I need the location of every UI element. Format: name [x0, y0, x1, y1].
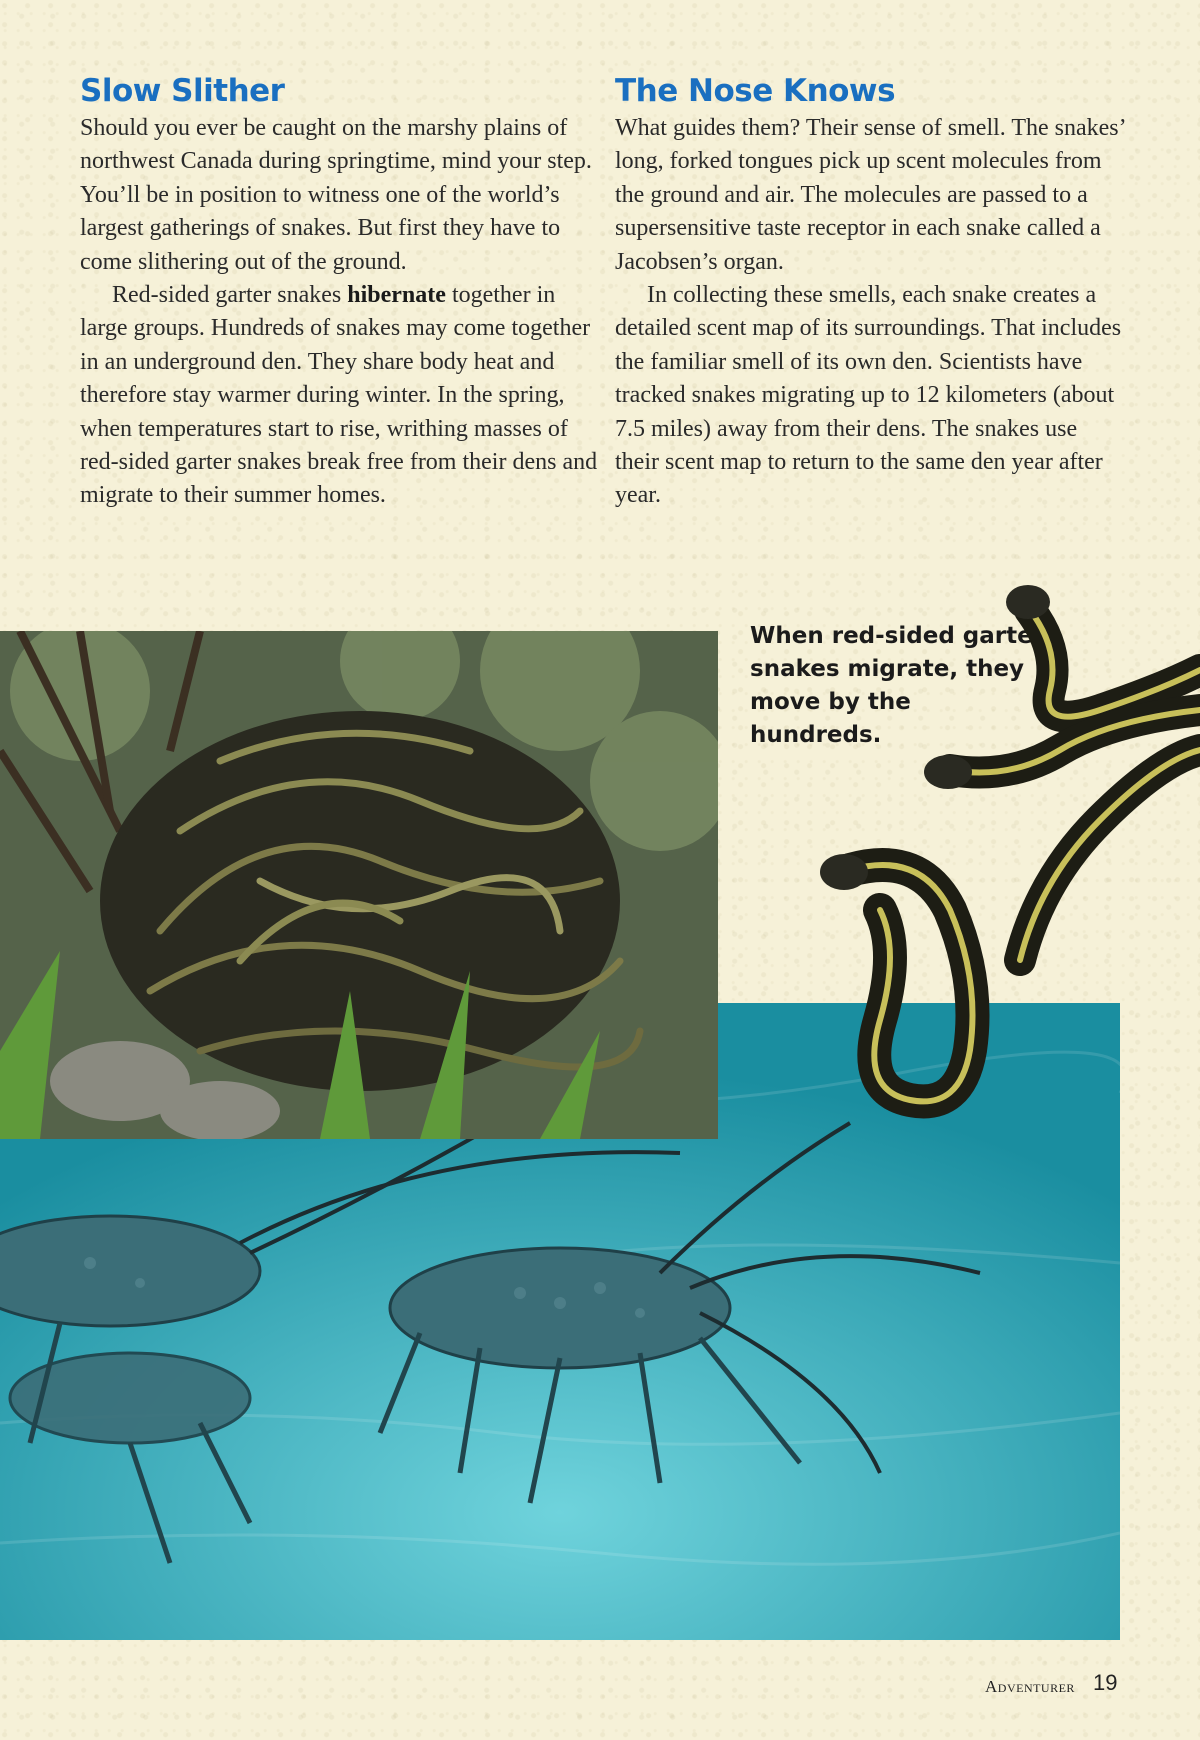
right-paragraph-2: In collecting these smells, each snake creates a detailed scent map of its surroundings. That includes the familiar smell of its own den. Scientists have tracked snakes migrating up to 12 kilometers (about 7.5 miles) away from their dens. The snakes use their scent map to return to the same den year after year. [615, 282, 1122, 509]
heading-slow-slither: Slow Slither [80, 73, 285, 109]
left-paragraph-1: Should you ever be caught on the marshy plains of northwest Canada during springtime, mind your step. You’ll be in position to witness one of the world’s largest gatherings of snakes. But first they have to come slithering out of the ground. [80, 115, 592, 275]
magazine-brand: Adventurer [985, 1677, 1075, 1696]
heading-nose-knows: The Nose Knows [615, 73, 896, 109]
garter-snake-cutout [800, 580, 1200, 1140]
left-paragraph-2-start: Red-sided garter snakes [112, 282, 348, 309]
left-paragraph-2-end: together in large groups. Hundreds of snakes may come together in an underground den. They share body heat and therefore stay warmer during winter. In the spring, when temperatures start to rise, writhing masses of red-sided garter snakes break free from their dens and migrate to their summer homes. [80, 282, 598, 509]
left-column [80, 72, 600, 513]
snake-den-photo [0, 631, 718, 1139]
right-column [615, 72, 1125, 513]
left-paragraph-2 [80, 279, 600, 513]
page-number: 19 [1093, 1670, 1118, 1695]
snake-den-illustration [0, 631, 718, 1139]
term-hibernate: hibernate [347, 282, 446, 309]
right-paragraph-1: What guides them? Their sense of smell. The snakes’ long, forked tongues pick up scent molecules from the ground and air. The molecules are passed to a supersensitive taste receptor in each snake called a Jacobsen’s organ. [615, 115, 1125, 275]
photo-caption: When red-sided garter snakes migrate, they move by the hundreds. [750, 623, 1045, 748]
